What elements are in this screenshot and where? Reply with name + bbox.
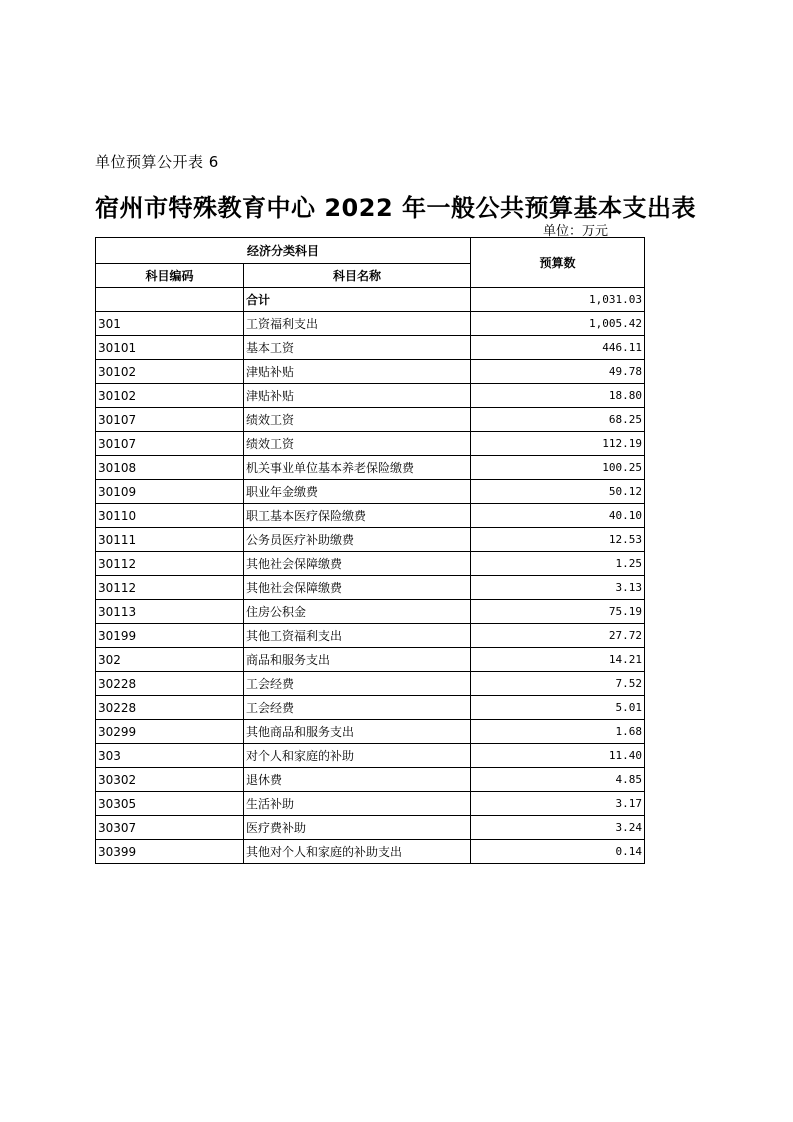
subject-name-cell: 津贴补贴: [244, 384, 471, 408]
subject-code-cell: 302: [96, 648, 244, 672]
subject-name-cell: 工会经费: [244, 696, 471, 720]
subject-name-cell: 基本工资: [244, 336, 471, 360]
budget-amount-cell: 446.11: [471, 336, 645, 360]
subject-name-cell: 退休费: [244, 768, 471, 792]
subject-code-cell: 30108: [96, 456, 244, 480]
subject-name-cell: 其他商品和服务支出: [244, 720, 471, 744]
budget-table: [95, 237, 645, 864]
subject-name-cell: 公务员医疗补助缴费: [244, 528, 471, 552]
budget-amount-cell: 49.78: [471, 360, 645, 384]
subject-name-cell: 生活补助: [244, 792, 471, 816]
table-row: [96, 816, 645, 840]
table-row: [96, 576, 645, 600]
table-row: [96, 624, 645, 648]
table-label: 单位预算公开表 6: [95, 153, 219, 171]
subject-code-cell: 30307: [96, 816, 244, 840]
subject-code-cell: 30228: [96, 696, 244, 720]
subject-code-cell: 30107: [96, 432, 244, 456]
table-row: [96, 648, 645, 672]
unit-label: 单位：万元: [543, 224, 609, 239]
subject-name-cell: 其他社会保障缴费: [244, 576, 471, 600]
subject-name-cell: 其他社会保障缴费: [244, 552, 471, 576]
table-row: [96, 360, 645, 384]
header-budget-amount: 预算数: [471, 238, 645, 288]
subject-code-cell: 30111: [96, 528, 244, 552]
subject-code-cell: [96, 288, 244, 312]
subject-name-cell: 职工基本医疗保险缴费: [244, 504, 471, 528]
subject-name-cell: 绩效工资: [244, 432, 471, 456]
table-row: [96, 720, 645, 744]
budget-amount-cell: 3.24: [471, 816, 645, 840]
subject-code-cell: 30302: [96, 768, 244, 792]
budget-amount-cell: 0.14: [471, 840, 645, 864]
subject-code-cell: 30305: [96, 792, 244, 816]
subject-code-cell: 30102: [96, 360, 244, 384]
budget-amount-cell: 7.52: [471, 672, 645, 696]
budget-amount-cell: 12.53: [471, 528, 645, 552]
budget-amount-cell: 68.25: [471, 408, 645, 432]
table-row: [96, 768, 645, 792]
subject-name-cell: 其他工资福利支出: [244, 624, 471, 648]
budget-amount-cell: 27.72: [471, 624, 645, 648]
table-row: [96, 792, 645, 816]
table-row: [96, 432, 645, 456]
budget-amount-cell: 112.19: [471, 432, 645, 456]
budget-amount-cell: 40.10: [471, 504, 645, 528]
subject-name-cell: 机关事业单位基本养老保险缴费: [244, 456, 471, 480]
subject-name-cell: 津贴补贴: [244, 360, 471, 384]
table-row: [96, 696, 645, 720]
budget-amount-cell: 75.19: [471, 600, 645, 624]
table-row: [96, 840, 645, 864]
subject-code-cell: 30112: [96, 552, 244, 576]
budget-amount-cell: 50.12: [471, 480, 645, 504]
budget-amount-cell: 1,031.03: [471, 288, 645, 312]
document-title: 宿州市特殊教育中心 2022 年一般公共预算基本支出表: [95, 194, 697, 222]
subject-code-cell: 30299: [96, 720, 244, 744]
table-row: [96, 480, 645, 504]
budget-amount-cell: 11.40: [471, 744, 645, 768]
subject-name-cell: 工资福利支出: [244, 312, 471, 336]
subject-code-cell: 30199: [96, 624, 244, 648]
table-row: [96, 600, 645, 624]
subject-name-cell: 商品和服务支出: [244, 648, 471, 672]
subject-name-cell: 住房公积金: [244, 600, 471, 624]
budget-amount-cell: 14.21: [471, 648, 645, 672]
subject-code-cell: 30107: [96, 408, 244, 432]
table-row: [96, 384, 645, 408]
subject-name-cell: 工会经费: [244, 672, 471, 696]
budget-amount-cell: 1,005.42: [471, 312, 645, 336]
subject-name-cell: 合计: [244, 288, 471, 312]
subject-code-cell: 30101: [96, 336, 244, 360]
table-row: [96, 672, 645, 696]
subject-code-cell: 30112: [96, 576, 244, 600]
subject-name-cell: 职业年金缴费: [244, 480, 471, 504]
table-row: [96, 456, 645, 480]
header-subject-name: 科目名称: [244, 264, 471, 288]
subject-code-cell: 301: [96, 312, 244, 336]
table-row: [96, 408, 645, 432]
budget-amount-cell: 3.17: [471, 792, 645, 816]
subject-name-cell: 其他对个人和家庭的补助支出: [244, 840, 471, 864]
table-row: [96, 552, 645, 576]
subject-code-cell: 30113: [96, 600, 244, 624]
subject-code-cell: 303: [96, 744, 244, 768]
subject-code-cell: 30399: [96, 840, 244, 864]
subject-code-cell: 30102: [96, 384, 244, 408]
subject-name-cell: 医疗费补助: [244, 816, 471, 840]
subject-name-cell: 绩效工资: [244, 408, 471, 432]
table-row: [96, 288, 645, 312]
table-row: [96, 336, 645, 360]
table-body: [96, 288, 645, 864]
budget-amount-cell: 18.80: [471, 384, 645, 408]
table-row: [96, 504, 645, 528]
header-subject-code: 科目编码: [96, 264, 244, 288]
subject-code-cell: 30228: [96, 672, 244, 696]
table-row: [96, 528, 645, 552]
table-row: [96, 744, 645, 768]
budget-amount-cell: 3.13: [471, 576, 645, 600]
budget-amount-cell: 1.25: [471, 552, 645, 576]
budget-amount-cell: 100.25: [471, 456, 645, 480]
subject-code-cell: 30110: [96, 504, 244, 528]
budget-amount-cell: 5.01: [471, 696, 645, 720]
subject-code-cell: 30109: [96, 480, 244, 504]
table-row: [96, 312, 645, 336]
budget-amount-cell: 1.68: [471, 720, 645, 744]
header-economic-classification: 经济分类科目: [96, 238, 471, 264]
budget-amount-cell: 4.85: [471, 768, 645, 792]
subject-name-cell: 对个人和家庭的补助: [244, 744, 471, 768]
